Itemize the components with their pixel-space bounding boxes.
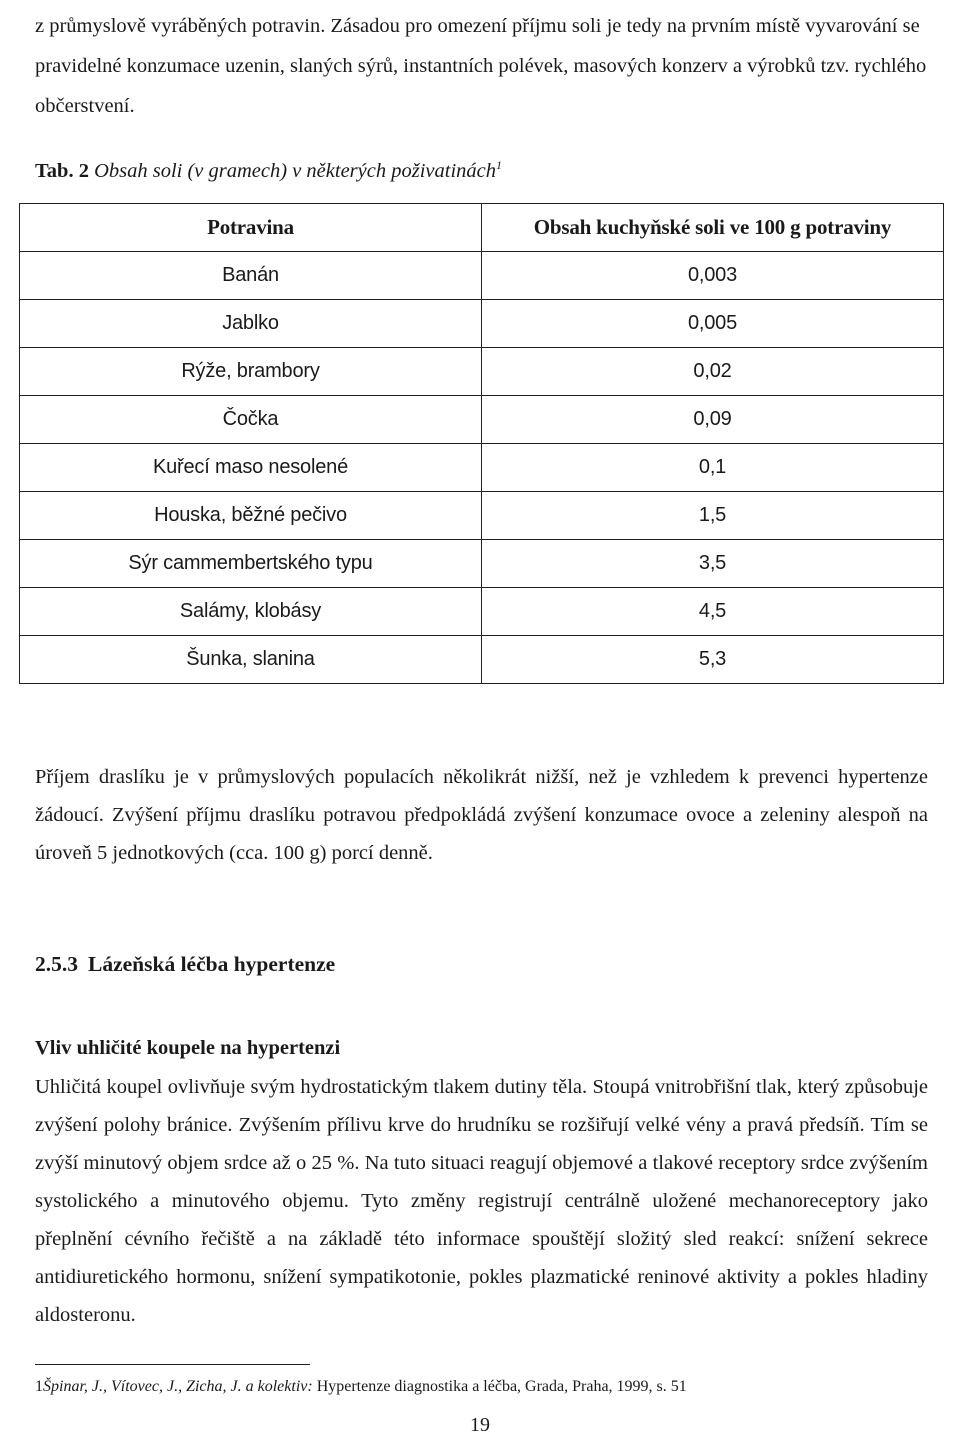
footnote-mark: 1: [35, 1378, 43, 1395]
potassium-paragraph: Příjem draslíku je v průmyslových populacích několikrát nižší, než je vzhledem k prevenci hypertenze žádoucí. Zvýšení příjmu draslíku potravou předpokládá zvýšení konzumace ovoce a zeleniny alespoň na úroveň 5 jednotkových (cca. 100 g) porcí denně.: [35, 766, 928, 864]
subsection-heading: Vliv uhličité koupele na hypertenzi: [35, 1037, 341, 1059]
table-caption-label: Tab. 2: [35, 159, 89, 182]
footnote: [35, 1378, 687, 1396]
salt-value-cell: 0,005: [482, 300, 944, 348]
food-cell: Sýr cammembertského typu: [20, 540, 482, 588]
food-cell: Čočka: [20, 396, 482, 444]
salt-value-cell: 4,5: [482, 588, 944, 636]
salt-value-cell: 0,003: [482, 252, 944, 300]
food-cell: Salámy, klobásy: [20, 588, 482, 636]
food-cell: Kuřecí maso nesolené: [20, 444, 482, 492]
section-number: 2.5.3: [35, 952, 78, 976]
page-number: 19: [470, 1414, 490, 1436]
table-caption: [35, 158, 502, 183]
food-cell: Jablko: [20, 300, 482, 348]
food-cell: Rýže, brambory: [20, 348, 482, 396]
table-row: [20, 252, 944, 300]
table-row: [20, 348, 944, 396]
salt-value-cell: 0,09: [482, 396, 944, 444]
table-row: [20, 588, 944, 636]
table-header-row: [20, 204, 944, 252]
table-row: [20, 300, 944, 348]
table-caption-footnote-mark: 1: [496, 158, 502, 172]
bath-paragraph: Uhličitá koupel ovlivňuje svým hydrostatickým tlakem dutiny těla. Stoupá vnitrobřišní tlak, který způsobuje zvýšení polohy bránice. Zvýšením přílivu krve do hrudníku se rozšiřují velké vény a pravá předsíň. Tím se zvýší minutový objem srdce až o 25 %. Na tuto situaci reagují objemové a tlakové receptory srdce zvýšením systolického a minutového objemu. Tyto změny registrují centrálně uložené mechanoreceptory jako přeplnění cévního řečiště a na základě této informace spouštějí složitý sled reakcí: snížení sekrece antidiuretického hormonu, snížení sympatikotonie, pokles plazmatické reninové aktivity a pokles hladiny aldosteronu.: [35, 1076, 928, 1326]
table-row: [20, 492, 944, 540]
footnote-reference: Hypertenze diagnostika a léčba, Grada, Praha, 1999, s. 51: [316, 1378, 687, 1395]
intro-paragraph: z průmyslově vyráběných potravin. Zásadou pro omezení příjmu soli je tedy na prvním místě vyvarování se pravidelné konzumace uzenin, slaných sýrů, instantních polévek, masových konzerv a výrobků tzv. rychlého občerstvení.: [35, 15, 927, 117]
table-row: [20, 396, 944, 444]
salt-value-cell: 3,5: [482, 540, 944, 588]
salt-value-cell: 5,3: [482, 636, 944, 684]
section-heading: [35, 952, 335, 977]
column-header-food: Potravina: [20, 204, 482, 252]
salt-value-cell: 0,1: [482, 444, 944, 492]
column-header-salt-content: Obsah kuchyňské soli ve 100 g potraviny: [482, 204, 944, 252]
footnote-divider: [35, 1364, 310, 1365]
table-row: [20, 540, 944, 588]
salt-content-table: [19, 203, 944, 684]
table-row: [20, 636, 944, 684]
table-row: [20, 444, 944, 492]
footnote-authors: Špinar, J., Vítovec, J., Zicha, J. a kolektiv:: [43, 1378, 313, 1395]
food-cell: Banán: [20, 252, 482, 300]
section-title: Lázeňská léčba hypertenze: [88, 952, 336, 976]
salt-value-cell: 0,02: [482, 348, 944, 396]
food-cell: Houska, běžné pečivo: [20, 492, 482, 540]
salt-value-cell: 1,5: [482, 492, 944, 540]
food-cell: Šunka, slanina: [20, 636, 482, 684]
table-caption-text: Obsah soli (v gramech) v některých poživatinách: [94, 159, 496, 182]
